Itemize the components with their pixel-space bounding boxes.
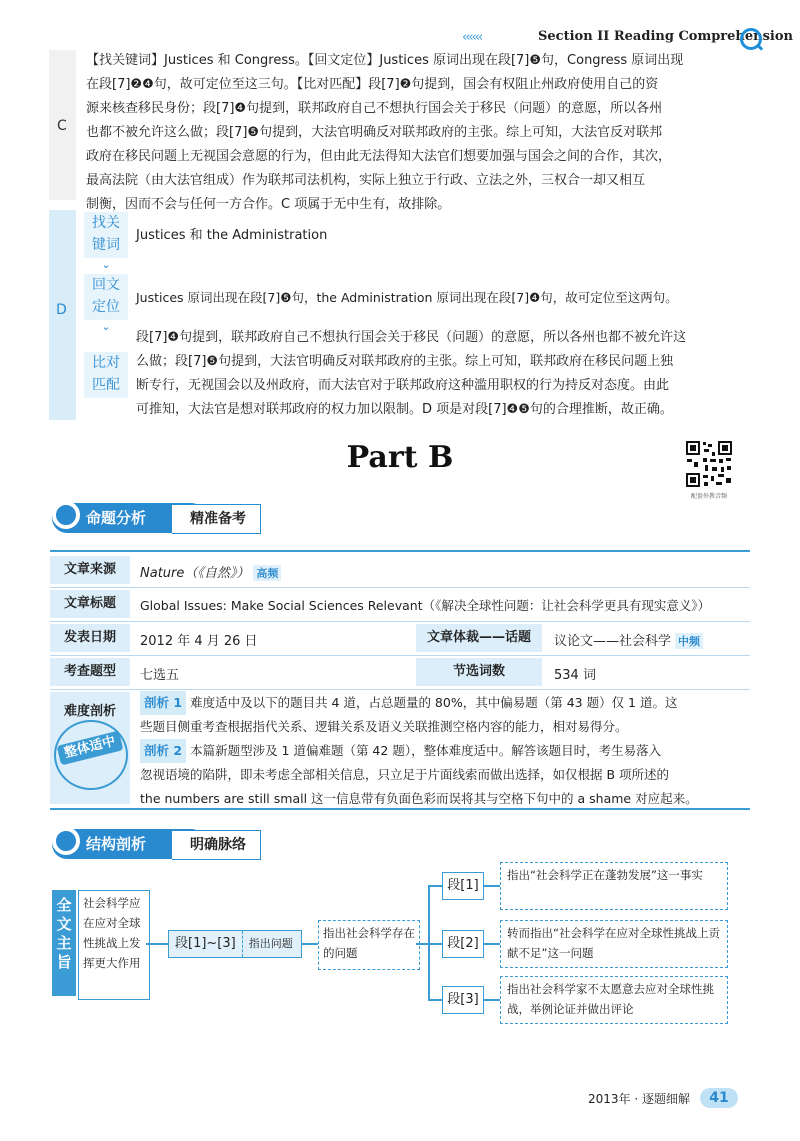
connector-line [484,943,500,945]
words-value: 534 词 [554,668,596,683]
structure-section-subheading: 明确脉络 [172,830,261,860]
connector-line [302,943,318,945]
chevron-down-icon: ⌄ [101,320,111,333]
option-c-explanation [86,49,776,217]
problem-box: 指出社会科学存在的问题 [318,920,420,970]
option-c-line: 【找关键词】Justices 和 Congress。【回文定位】Justices 原词出现在段[7]❺句，Congress 原词出现 [86,53,684,68]
option-c-line: 制衡，因而不会与任何一方合作。C 项属于无中生有，故排除。 [86,197,451,212]
row-divider [50,621,750,622]
date-value: 2012 年 4 月 26 日 [140,634,258,649]
connector-line [146,943,168,945]
date-label: 发表日期 [50,624,130,652]
analysis-1-line [140,691,752,715]
branch-para-1: 段[1] [442,872,484,900]
chevron-down-icon: ⌄ [101,258,111,271]
title-label: 文章标题 [50,590,130,618]
row-divider [50,587,750,588]
genre-value: 议论文——社会科学 [554,634,672,649]
frequency-tag: 中频 [675,633,703,649]
difficulty-analysis [140,691,752,811]
source-value-row [140,562,281,581]
connector-line [416,943,428,945]
range-note: 指出问题 [248,937,293,950]
compare-line: 断专行，无视国会以及州政府，而大法官对于联邦政府这种滥用职权的行为持反对态度。由此 [136,378,670,393]
connector-line [484,885,500,887]
difficulty-label: 难度剖析 [63,704,116,719]
theme-label: 全文主旨 [52,890,76,996]
option-c-line: 最高法院（由大法官组成）作为联邦司法机构，实际上独立于行政、立法之外，三权合一却又相互 [86,173,646,188]
analysis-1-text: 难度适中及以下的题目共 4 道，占总题量的 80%，其中偏易题（第 43 题）仅 1 道。这 [190,695,678,710]
branch-para-2: 段[2] [442,930,484,958]
page-number: 41 [700,1088,738,1108]
analysis-2-line: the numbers are still small 这一信息带有负面色彩而误将其与空格下句中的 a shame 对应起来。 [140,791,698,806]
option-c-letter: C [57,118,67,134]
search-q-icon [740,28,762,50]
option-d-letter: D [56,302,67,318]
part-b-title: Part B [346,440,454,475]
connector-line [484,999,500,1001]
header-arrows: ‹‹‹‹‹‹ [462,30,482,45]
analysis-1-line: 些题目侧重考查根据指代关系、逻辑关系及语义关联推测空格内容的能力，相对易得分。 [140,719,628,734]
analysis-2-line: 忽视语境的陷阱，即未考虑全部相关信息，只立足于片面线索而做出选择，如仅根据 B 项所述的 [140,767,670,782]
option-c-line: 在段[7]❷❹句，故可定位至这三句。【比对匹配】段[7]❷句提到，国会有权阻止州政府使用自己的资 [86,77,659,92]
qr-code-icon[interactable] [685,440,733,488]
genre-value-row [554,630,703,649]
header-title: Section II Reading Comprehension [538,29,793,44]
analysis-2-text: 本篇新题型涉及 1 道偏难题（第 42 题），整体难度适中。解答该题目时，考生易落入 [190,743,662,758]
row-divider [50,689,750,690]
branch-line [428,943,442,945]
type-label: 考查题型 [50,658,130,686]
branch-desc-3: 指出社会科学家不太愿意去应对全球性挑战，举例论证并做出评论 [500,976,728,1024]
analysis-2-tag: 剖析 2 [140,739,186,763]
compare-line: 段[7]❹句提到，联邦政府自己不想执行国会关于移民（问题）的意愿，所以各州也都不被允许这 [136,330,687,345]
analysis-section-subheading: 精准备考 [172,504,261,534]
frequency-tag: 高频 [253,565,281,581]
words-label: 节选词数 [416,658,542,686]
analysis-2-line [140,739,752,763]
branch-desc-1: 指出“社会科学正在蓬勃发展”这一事实 [500,862,728,910]
compare-line: 么做；段[7]❺句提到，大法官明确反对联邦政府的主张。综上可知，联邦政府在移民问题上独 [136,354,674,369]
range-box [168,930,302,958]
branch-para-3: 段[3] [442,986,484,1014]
source-value: Nature（《自然》） [140,566,250,581]
step-find-keywords-text: Justices 和 the Administration [136,228,328,243]
step-locate-text: Justices 原词出现在段[7]❺句，the Administration 原词出现在段[7]❹句，故可定位至这两句。 [136,290,678,305]
compare-line: 可推知，大法官是想对联邦政府的权力加以限制。D 项是对段[7]❹❺句的合理推断，故正确。 [136,402,673,417]
analysis-1-tag: 剖析 1 [140,691,186,715]
stamp-text: 整体适中 [57,731,124,766]
range-text: 段[1]~[3] [169,931,243,957]
step-find-keywords-label: 找关 键词 [84,212,128,258]
branch-line [428,885,442,887]
analysis-section-heading: 命题分析 [52,503,206,533]
qr-caption: 配套外教音频 [690,493,727,500]
section-q-icon [52,827,80,855]
step-locate-label: 回文 定位 [84,274,128,320]
branch-desc-2: 转而指出“社会科学在应对全球性挑战上贡献不足”这一问题 [500,920,728,968]
genre-label: 文章体裁——话题 [416,624,542,652]
option-c-line: 源来核查移民身份；段[7]❹句提到，联邦政府自己不想执行国会关于移民（问题）的意愿，所以各州 [86,101,663,116]
theme-box: 社会科学应在应对全球性挑战上发挥更大作用 [78,890,150,1000]
structure-section-heading: 结构剖析 [52,829,206,859]
table-bottom-border [50,808,750,810]
option-c-line: 也都不被允许这么做；段[7]❺句提到，大法官明确反对联邦政府的主张。综上可知，大法官反对联邦 [86,125,663,140]
branch-line [428,999,442,1001]
step-compare-label: 比对 匹配 [84,352,128,398]
title-value: Global Issues: Make Social Sciences Relevant（《解决全球性问题：让社会科学更具有现实意义》） [140,598,711,613]
row-divider [50,655,750,656]
option-c-line: 政府在移民问题上无视国会意愿的行为，但由此无法得知大法官们想要加强与国会之间的合作，其次， [86,149,672,164]
footer-label: 2013年 · 逐题细解 [588,1092,690,1106]
source-label: 文章来源 [50,556,130,584]
type-value: 七选五 [140,668,180,683]
step-compare-text [136,326,776,422]
section-q-icon [52,501,80,529]
table-top-border [50,550,750,552]
